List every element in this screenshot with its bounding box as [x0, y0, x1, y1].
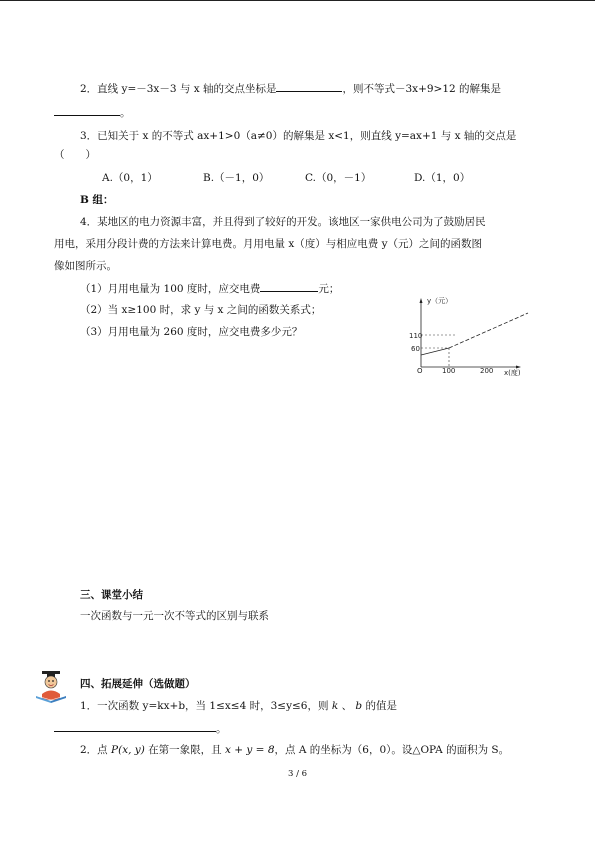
ext-q1-blank[interactable]	[54, 720, 216, 732]
q4-blank-fee[interactable]	[260, 280, 318, 292]
q4-sub1: （1）月用电量为 100 度时，应交电费 元；	[80, 280, 339, 296]
q4-sub2: （2）当 x≥100 时，求 y 与 x 之间的函数关系式；	[80, 304, 322, 316]
q3-option-c[interactable]: C.（0，－1）	[305, 172, 372, 184]
q4-line2: 用电，采用分段计费的方法来计算电费。月用电量 x（度）与相应电费 y（元）之间的函数图	[54, 238, 483, 250]
graph-ytick-110: 110	[409, 332, 423, 340]
graph-xtick-200: 200	[480, 367, 494, 375]
q4-line1: 4．某地区的电力资源丰富，并且得到了较好的开发。该地区一家供电公司为了鼓励居民	[80, 216, 486, 228]
ext-q1-line2: 。	[54, 720, 227, 736]
header-rule	[0, 0, 595, 1]
section3-heading: 三、课堂小结	[80, 589, 143, 601]
q3-option-d[interactable]: D.（1，0）	[414, 172, 471, 184]
ext-q1-line1: 1．一次函数 y=kx+b，当 1≤x≤4 时，3≤y≤6，则 k 、 b 的值是	[80, 700, 397, 712]
graph-segment-2	[449, 313, 528, 348]
page-number: 3 / 6	[287, 769, 308, 779]
graph-xtick-100: 100	[442, 367, 456, 375]
q3-option-a[interactable]: A.（0，1）	[102, 172, 158, 184]
graph-segment-1	[421, 348, 449, 355]
q2-blank-2[interactable]	[54, 104, 120, 116]
q4-line3: 像如图所示。	[54, 260, 117, 272]
graph-origin-label: O	[417, 367, 423, 375]
electricity-fee-graph	[400, 293, 535, 378]
section4-heading: 四、拓展延伸（选做题）	[80, 678, 196, 690]
reading-student-icon	[34, 670, 70, 704]
section3-body: 一次函数与一元一次不等式的区别与联系	[80, 610, 269, 622]
graph-y-label: y（元）	[427, 297, 453, 305]
graph-y-arrow-icon	[420, 298, 423, 303]
q2-line1: 2．直线 y=－3x－3 与 x 轴的交点坐标是 ，则不等式－3x+9>12 的解集是	[80, 80, 501, 96]
q3-answer-paren: （ ）	[54, 149, 96, 161]
graph-ytick-60: 60	[411, 345, 420, 353]
q4-sub3: （3）月用电量为 260 度时，应交电费多少元？	[80, 326, 303, 338]
q2-blank-1[interactable]	[276, 80, 342, 92]
ext-q2-line: 2．点 P(x, y) 在第一象限，且 x + y = 8，点 A 的坐标为（6，0）。设△OPA 的面积为 S。	[80, 744, 510, 756]
q2-line2: 。	[54, 104, 131, 120]
graph-x-label: x(度)	[504, 369, 521, 377]
group-b-heading: B 组：	[80, 194, 114, 206]
q3-text: 3．已知关于 x 的不等式 ax+1>0（a≠0）的解集是 x<1，则直线 y=ax+1 与 x 轴的交点是	[80, 130, 517, 142]
q3-option-b[interactable]: B.（－1，0）	[203, 172, 270, 184]
